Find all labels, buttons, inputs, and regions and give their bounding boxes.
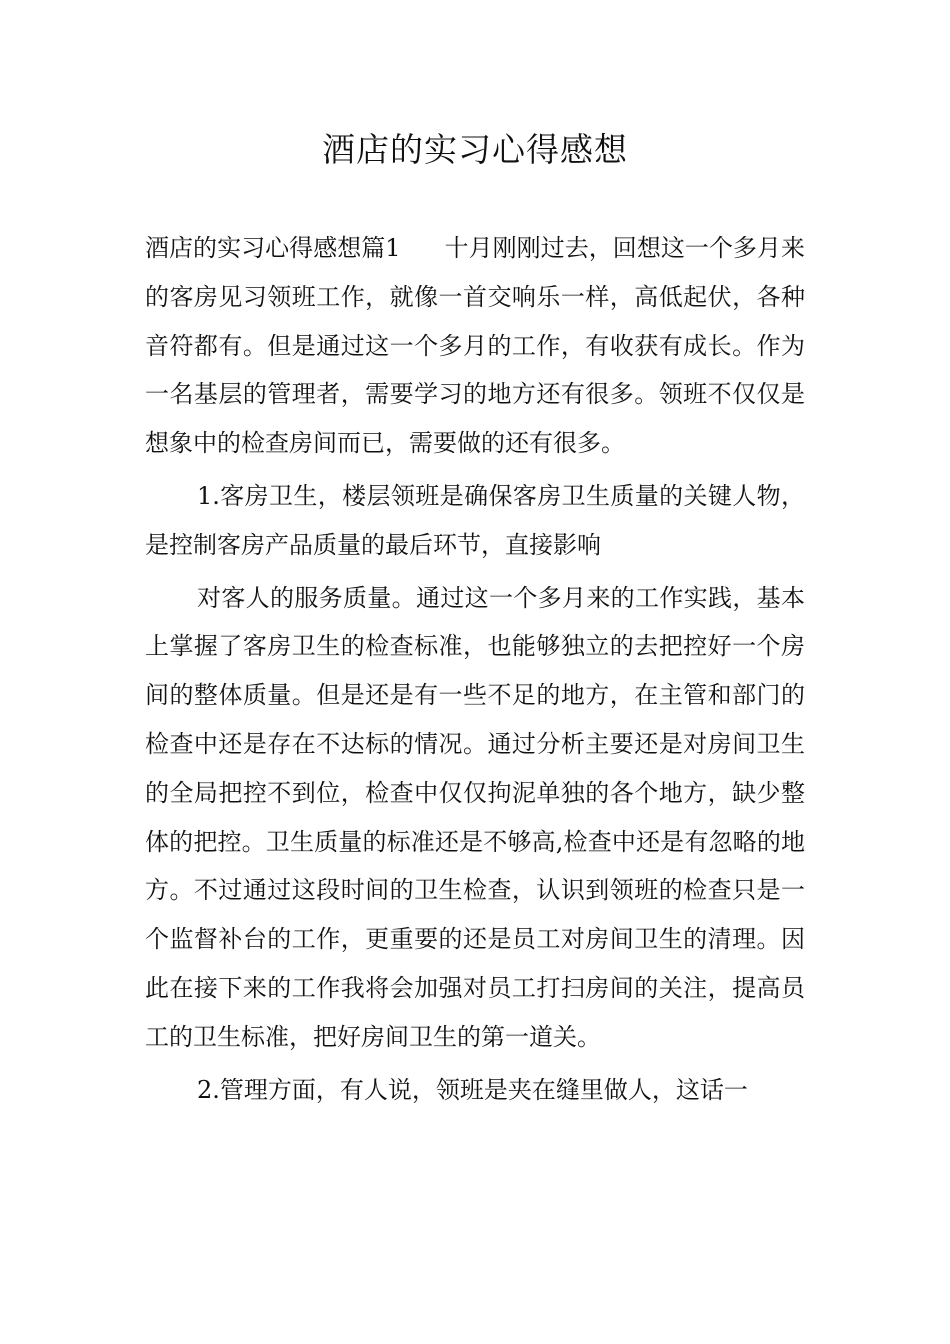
section-heading: 酒店的实习心得感想篇1: [145, 234, 401, 262]
paragraph-2: 1.客房卫生，楼层领班是确保客房卫生质量的关键人物，是控制客房产品质量的最后环节，直接影响: [145, 481, 805, 559]
paragraph-1: [145, 224, 805, 468]
document-body: [145, 224, 805, 1118]
paragraph-4: 2.管理方面，有人说，领班是夹在缝里做人，这话一: [197, 1075, 748, 1104]
paragraph-3: 对客人的服务质量。通过这一个多月来的工作实践，基本上掌握了客房卫生的检查标准，也能够独立的去把控好一个房间的整体质量。但是还是有一些不足的地方，在主管和部门的检查中还是存在不达标的情况。通过分析主要还是对房间卫生的全局把控不到位，检查中仅仅拘泥单独的各个地方，缺少整体的把控。卫生质量的标准还是不够高,检查中还是有忽略的地方。不过通过这段时间的卫生检查，认识到领班的检查只是一个监督补台的工作，更重要的还是员工对房间卫生的清理。因此在接下来的工作我将会加强对员工打扫房间的关注，提高员工的卫生标准，把好房间卫生的第一道关。: [145, 583, 805, 1051]
paragraph-1-text: 十月刚刚过去，回想这一个多月来的客房见习领班工作，就像一首交响乐一样，高低起伏，各种音符都有。但是通过这一个多月的工作，有收获有成长。作为一名基层的管理者，需要学习的地方还有很多。领班不仅仅是想象中的检查房间而已，需要做的还有很多。: [145, 234, 805, 458]
document-title: 酒店的实习心得感想: [322, 130, 628, 169]
